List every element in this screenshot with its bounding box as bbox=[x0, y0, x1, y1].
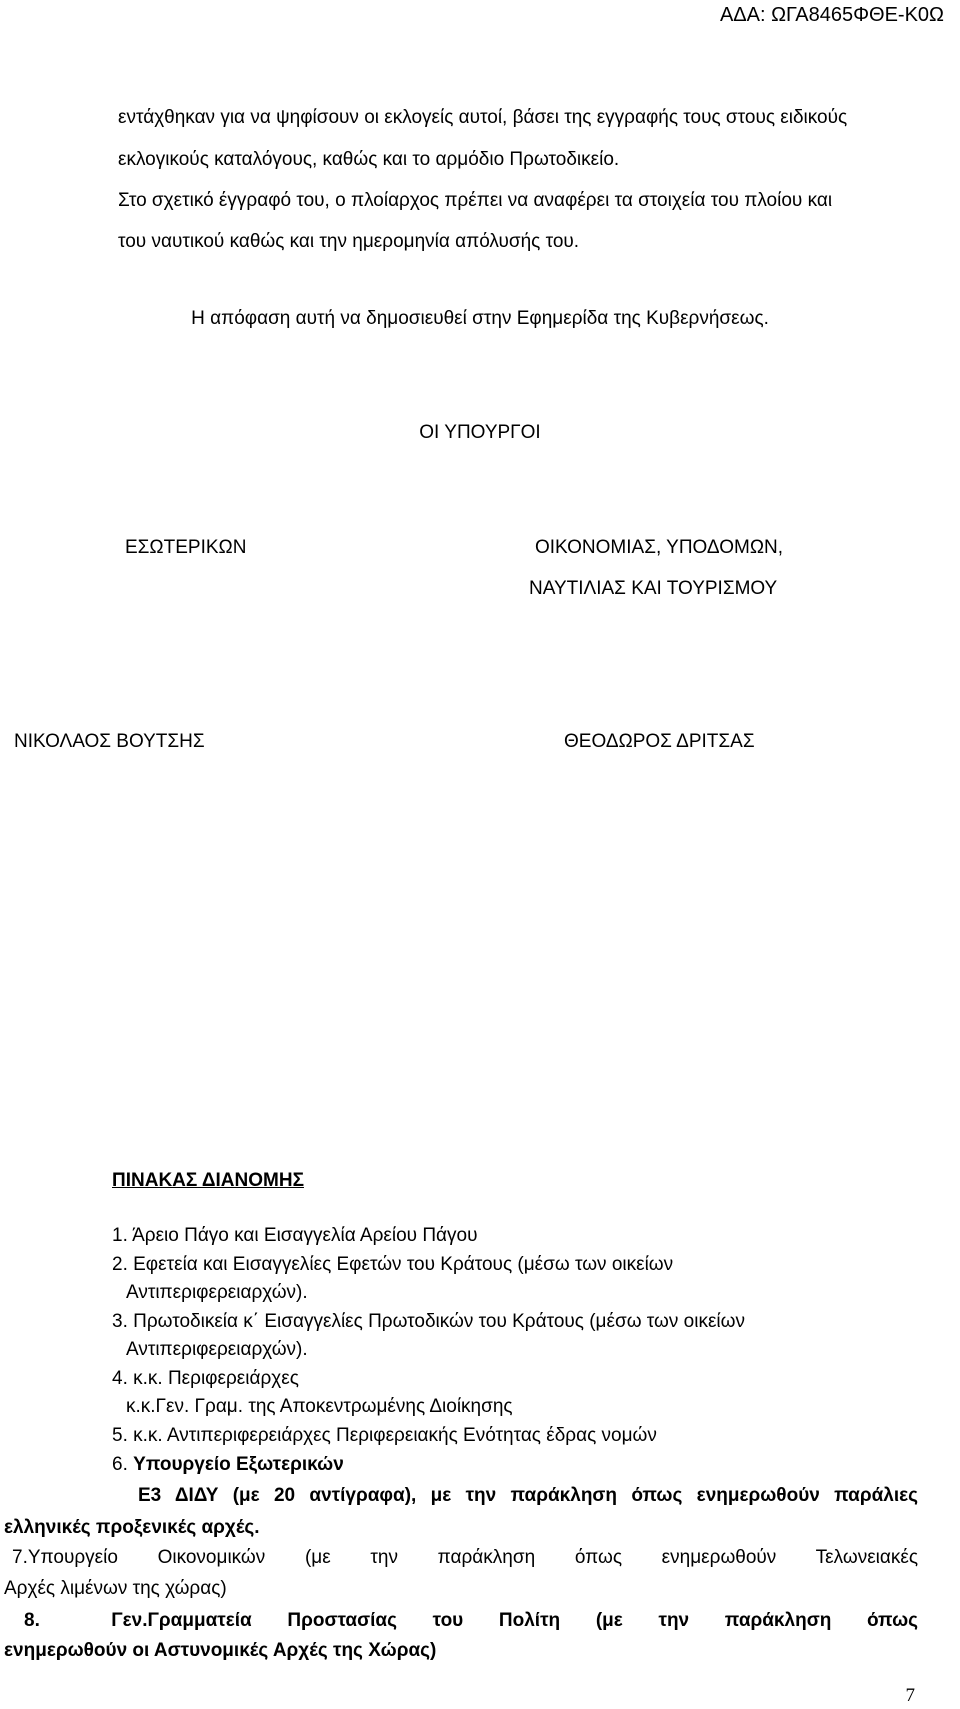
distribution-item-7-line-1 bbox=[12, 1547, 918, 1569]
item-6-label: Υπουργείο Εξωτερικών bbox=[133, 1454, 344, 1475]
distribution-item-6-detail-1: Ε3 ΔΙΔΥ (με 20 αντίγραφα), με την παράκληση όπως ενημερωθούν παράλιες bbox=[138, 1485, 918, 1506]
item-8-text: Γεν.Γραμματεία Προστασίας του Πολίτη (με την παράκληση όπως bbox=[111, 1610, 918, 1631]
ministers-heading: ΟΙ ΥΠΟΥΡΓΟΙ bbox=[419, 422, 541, 443]
left-minister-name: ΝΙΚΟΛΑΟΣ ΒΟΥΤΣΗΣ bbox=[14, 731, 205, 752]
distribution-item-6-detail-2: ελληνικές προξενικές αρχές. bbox=[4, 1517, 260, 1538]
body-line-1: εντάχθηκαν για να ψηφίσουν οι εκλογείς αυτοί, βάσει της εγγραφής τους στους ειδικούς bbox=[118, 107, 848, 128]
publication-order: Η απόφαση αυτή να δημοσιευθεί στην Εφημερίδα της Κυβερνήσεως. bbox=[191, 308, 769, 329]
distribution-item-8-line-2: ενημερωθούν οι Αστυνομικές Αρχές της Χώρας) bbox=[4, 1640, 437, 1661]
left-ministry: ΕΣΩΤΕΡΙΚΩΝ bbox=[125, 537, 247, 558]
item-7-number: 7. bbox=[12, 1547, 28, 1568]
distribution-title: ΠΙΝΑΚΑΣ ΔΙΑΝΟΜΗΣ bbox=[112, 1170, 304, 1191]
item-6-number: 6. bbox=[112, 1454, 128, 1475]
body-line-4: του ναυτικού καθώς και την ημερομηνία απόλυσής του. bbox=[118, 231, 580, 252]
distribution-item-8-line-1 bbox=[24, 1610, 918, 1632]
body-line-2: εκλογικούς καταλόγους, καθώς και το αρμόδιο Πρωτοδικείο. bbox=[118, 149, 620, 170]
distribution-item-6 bbox=[112, 1454, 344, 1476]
item-7-text: Υπουργείο Οικονομικών (με την παράκληση όπως ενημερωθούν Τελωνειακές bbox=[27, 1547, 918, 1568]
page-number: 7 bbox=[905, 1685, 915, 1706]
right-ministry-line2: ΝΑΥΤΙΛΙΑΣ ΚΑΙ ΤΟΥΡΙΣΜΟΥ bbox=[529, 578, 778, 599]
distribution-item-2-cont: Αντιπεριφερειαρχών). bbox=[126, 1282, 308, 1303]
distribution-item-4: 4. κ.κ. Περιφερειάρχες bbox=[112, 1368, 299, 1389]
distribution-item-1: 1. Άρειο Πάγο και Εισαγγελία Αρείου Πάγου bbox=[112, 1225, 478, 1246]
distribution-item-3-cont: Αντιπεριφερειαρχών). bbox=[126, 1339, 308, 1360]
right-minister-name: ΘΕΟΔΩΡΟΣ ΔΡΙΤΣΑΣ bbox=[564, 731, 755, 752]
distribution-item-3: 3. Πρωτοδικεία κ΄ Εισαγγελίες Πρωτοδικών του Κράτους (μέσω των οικείων bbox=[112, 1311, 745, 1332]
right-ministry-line1: ΟΙΚΟΝΟΜΙΑΣ, ΥΠΟΔΟΜΩΝ, bbox=[535, 537, 784, 558]
distribution-item-5: 5. κ.κ. Αντιπεριφερειάρχες Περιφερειακής Ενότητας έδρας νομών bbox=[112, 1425, 657, 1446]
distribution-item-4-cont: κ.κ.Γεν. Γραμ. της Αποκεντρωμένης Διοίκησης bbox=[126, 1396, 513, 1417]
item-8-number: 8. bbox=[24, 1610, 40, 1631]
body-line-3: Στο σχετικό έγγραφό του, ο πλοίαρχος πρέπει να αναφέρει τα στοιχεία του πλοίου και bbox=[118, 190, 833, 211]
ada-code: ΑΔΑ: ΩΓΑ8465ΦΘΕ-Κ0Ω bbox=[719, 4, 944, 26]
distribution-item-7-line-2: Αρχές λιμένων της χώρας) bbox=[4, 1578, 227, 1599]
distribution-item-2: 2. Εφετεία και Εισαγγελίες Εφετών του Κράτους (μέσω των οικείων bbox=[112, 1254, 674, 1275]
